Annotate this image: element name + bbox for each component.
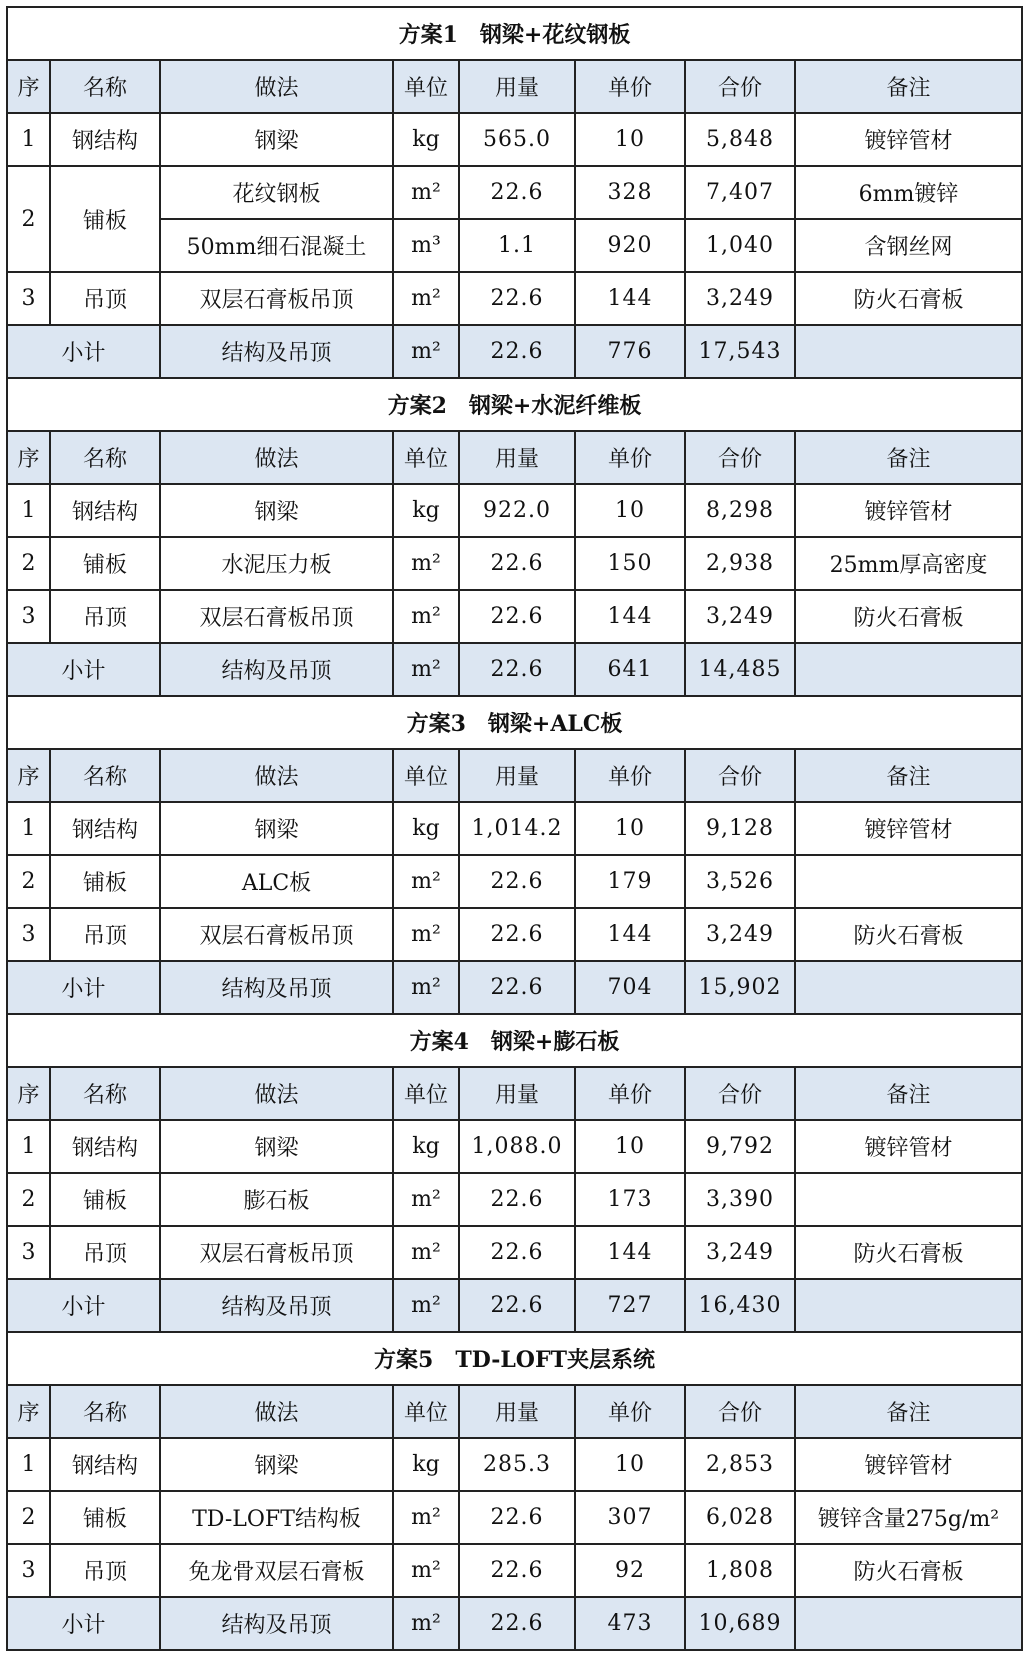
column-header-unit: 单位 <box>393 431 459 484</box>
table-row <box>7 1226 1022 1279</box>
cell-qty: 22.6 <box>459 1544 575 1597</box>
cell-method: 膨石板 <box>160 1173 393 1226</box>
cell-seq: 1 <box>7 113 50 166</box>
cell-seq: 2 <box>7 537 50 590</box>
subtotal-row <box>7 325 1022 378</box>
cell-price: 173 <box>575 1173 685 1226</box>
column-header-total: 合价 <box>685 1385 795 1438</box>
cell-unit: m² <box>393 1173 459 1226</box>
cell-note: 防火石膏板 <box>795 1544 1022 1597</box>
subtotal-total: 16,430 <box>685 1279 795 1332</box>
subtotal-unit: m² <box>393 961 459 1014</box>
cell-qty: 1,014.2 <box>459 802 575 855</box>
cell-note: 镀锌管材 <box>795 1120 1022 1173</box>
cell-method: 双层石膏板吊顶 <box>160 272 393 325</box>
cell-note: 防火石膏板 <box>795 272 1022 325</box>
column-header-seq: 序 <box>7 60 50 113</box>
cell-price: 10 <box>575 1438 685 1491</box>
cell-unit: m² <box>393 166 459 219</box>
cell-unit: kg <box>393 1438 459 1491</box>
column-header-unit: 单位 <box>393 60 459 113</box>
cell-seq: 1 <box>7 802 50 855</box>
cell-qty: 22.6 <box>459 1491 575 1544</box>
table-row <box>7 855 1022 908</box>
cell-qty: 22.6 <box>459 855 575 908</box>
column-header-total: 合价 <box>685 431 795 484</box>
column-header-name: 名称 <box>50 1385 160 1438</box>
cell-qty: 22.6 <box>459 272 575 325</box>
cost-comparison-document <box>6 6 1021 1651</box>
cell-seq: 2 <box>7 166 50 272</box>
column-header-unit: 单位 <box>393 1385 459 1438</box>
cell-note: 镀锌管材 <box>795 1438 1022 1491</box>
cell-price: 307 <box>575 1491 685 1544</box>
column-header-seq: 序 <box>7 1067 50 1120</box>
cell-method: 50mm细石混凝土 <box>160 219 393 272</box>
cell-seq: 2 <box>7 1491 50 1544</box>
cell-qty: 1,088.0 <box>459 1120 575 1173</box>
cell-unit: m² <box>393 537 459 590</box>
cell-total: 1,808 <box>685 1544 795 1597</box>
cell-price: 144 <box>575 272 685 325</box>
cell-qty: 1.1 <box>459 219 575 272</box>
cell-total: 9,792 <box>685 1120 795 1173</box>
table-row <box>7 484 1022 537</box>
subtotal-label: 小计 <box>7 643 160 696</box>
cell-note: 镀锌管材 <box>795 802 1022 855</box>
cell-name: 吊顶 <box>50 908 160 961</box>
column-header-method: 做法 <box>160 749 393 802</box>
subtotal-note <box>795 643 1022 696</box>
table-row <box>7 272 1022 325</box>
cell-total: 8,298 <box>685 484 795 537</box>
column-header-seq: 序 <box>7 1385 50 1438</box>
cell-method: 水泥压力板 <box>160 537 393 590</box>
scheme-title: 方案2 钢梁+水泥纤维板 <box>7 378 1022 431</box>
cell-seq: 3 <box>7 1544 50 1597</box>
cell-total: 9,128 <box>685 802 795 855</box>
cell-unit: kg <box>393 484 459 537</box>
cell-price: 328 <box>575 166 685 219</box>
cell-unit: kg <box>393 802 459 855</box>
cell-total: 3,249 <box>685 1226 795 1279</box>
column-header-unit: 单位 <box>393 749 459 802</box>
subtotal-total: 10,689 <box>685 1597 795 1650</box>
table-row <box>7 802 1022 855</box>
cell-name: 铺板 <box>50 855 160 908</box>
cell-unit: m³ <box>393 219 459 272</box>
cell-method: 钢梁 <box>160 802 393 855</box>
cell-name: 吊顶 <box>50 1226 160 1279</box>
cell-method: ALC板 <box>160 855 393 908</box>
scheme-title-row <box>7 1332 1022 1385</box>
cell-qty: 22.6 <box>459 1226 575 1279</box>
cell-unit: kg <box>393 113 459 166</box>
scheme-title: 方案3 钢梁+ALC板 <box>7 696 1022 749</box>
cell-name: 钢结构 <box>50 484 160 537</box>
subtotal-unit: m² <box>393 1597 459 1650</box>
subtotal-label: 小计 <box>7 1279 160 1332</box>
scheme-title-row <box>7 378 1022 431</box>
column-header-method: 做法 <box>160 60 393 113</box>
cell-price: 179 <box>575 855 685 908</box>
cell-unit: m² <box>393 590 459 643</box>
column-header-total: 合价 <box>685 749 795 802</box>
column-header-qty: 用量 <box>459 749 575 802</box>
cell-total: 7,407 <box>685 166 795 219</box>
cell-note: 含钢丝网 <box>795 219 1022 272</box>
table-row <box>7 113 1022 166</box>
cell-seq: 2 <box>7 1173 50 1226</box>
cell-name: 钢结构 <box>50 113 160 166</box>
column-header-price: 单价 <box>575 431 685 484</box>
column-header-qty: 用量 <box>459 431 575 484</box>
subtotal-price: 704 <box>575 961 685 1014</box>
cell-price: 144 <box>575 590 685 643</box>
subtotal-qty: 22.6 <box>459 325 575 378</box>
subtotal-total: 14,485 <box>685 643 795 696</box>
cell-note: 镀锌管材 <box>795 484 1022 537</box>
subtotal-label: 小计 <box>7 1597 160 1650</box>
cell-name: 铺板 <box>50 1491 160 1544</box>
subtotal-total: 17,543 <box>685 325 795 378</box>
cell-method: 钢梁 <box>160 113 393 166</box>
cell-name: 吊顶 <box>50 1544 160 1597</box>
cell-qty: 22.6 <box>459 537 575 590</box>
cell-price: 10 <box>575 113 685 166</box>
cell-note: 防火石膏板 <box>795 590 1022 643</box>
column-header-name: 名称 <box>50 1067 160 1120</box>
table-row <box>7 1120 1022 1173</box>
table-row <box>7 908 1022 961</box>
table-row <box>7 590 1022 643</box>
column-header-qty: 用量 <box>459 1385 575 1438</box>
subtotal-label: 小计 <box>7 325 160 378</box>
subtotal-method: 结构及吊顶 <box>160 643 393 696</box>
cell-seq: 1 <box>7 1120 50 1173</box>
column-header-note: 备注 <box>795 1067 1022 1120</box>
column-header-method: 做法 <box>160 1067 393 1120</box>
column-header-note: 备注 <box>795 1385 1022 1438</box>
cell-total: 2,938 <box>685 537 795 590</box>
scheme-title-row <box>7 7 1022 60</box>
cell-name: 铺板 <box>50 1173 160 1226</box>
table-row <box>7 1438 1022 1491</box>
cell-total: 3,526 <box>685 855 795 908</box>
column-header-price: 单价 <box>575 1385 685 1438</box>
subtotal-note <box>795 961 1022 1014</box>
cell-price: 10 <box>575 1120 685 1173</box>
subtotal-note <box>795 1597 1022 1650</box>
column-header-row <box>7 1067 1022 1120</box>
cell-price: 10 <box>575 484 685 537</box>
cell-total: 5,848 <box>685 113 795 166</box>
cell-seq: 3 <box>7 1226 50 1279</box>
column-header-qty: 用量 <box>459 1067 575 1120</box>
scheme-title: 方案1 钢梁+花纹钢板 <box>7 7 1022 60</box>
column-header-note: 备注 <box>795 431 1022 484</box>
cell-price: 144 <box>575 1226 685 1279</box>
cell-seq: 3 <box>7 590 50 643</box>
column-header-method: 做法 <box>160 1385 393 1438</box>
column-header-price: 单价 <box>575 60 685 113</box>
column-header-note: 备注 <box>795 749 1022 802</box>
cell-qty: 22.6 <box>459 1173 575 1226</box>
column-header-method: 做法 <box>160 431 393 484</box>
subtotal-method: 结构及吊顶 <box>160 961 393 1014</box>
subtotal-method: 结构及吊顶 <box>160 1279 393 1332</box>
subtotal-row <box>7 961 1022 1014</box>
cell-method: 钢梁 <box>160 484 393 537</box>
table-row <box>7 537 1022 590</box>
column-header-name: 名称 <box>50 749 160 802</box>
cell-note: 25mm厚高密度 <box>795 537 1022 590</box>
cell-price: 150 <box>575 537 685 590</box>
subtotal-price: 776 <box>575 325 685 378</box>
subtotal-label: 小计 <box>7 961 160 1014</box>
cell-total: 3,249 <box>685 908 795 961</box>
cell-unit: m² <box>393 855 459 908</box>
column-header-price: 单价 <box>575 749 685 802</box>
subtotal-row <box>7 1597 1022 1650</box>
column-header-price: 单价 <box>575 1067 685 1120</box>
cell-total: 3,249 <box>685 272 795 325</box>
column-header-total: 合价 <box>685 60 795 113</box>
cell-note: 防火石膏板 <box>795 908 1022 961</box>
column-header-row <box>7 60 1022 113</box>
cell-unit: m² <box>393 1491 459 1544</box>
column-header-unit: 单位 <box>393 1067 459 1120</box>
column-header-seq: 序 <box>7 431 50 484</box>
cell-qty: 22.6 <box>459 166 575 219</box>
cell-seq: 3 <box>7 272 50 325</box>
cell-total: 6,028 <box>685 1491 795 1544</box>
cell-seq: 1 <box>7 484 50 537</box>
cell-name: 吊顶 <box>50 590 160 643</box>
subtotal-unit: m² <box>393 325 459 378</box>
cell-price: 10 <box>575 802 685 855</box>
subtotal-unit: m² <box>393 643 459 696</box>
cell-method: 钢梁 <box>160 1120 393 1173</box>
subtotal-note <box>795 1279 1022 1332</box>
cell-note <box>795 855 1022 908</box>
cell-price: 144 <box>575 908 685 961</box>
subtotal-row <box>7 643 1022 696</box>
subtotal-row <box>7 1279 1022 1332</box>
cell-total: 3,390 <box>685 1173 795 1226</box>
cell-qty: 922.0 <box>459 484 575 537</box>
cell-total: 1,040 <box>685 219 795 272</box>
cell-name: 铺板 <box>50 537 160 590</box>
cell-price: 92 <box>575 1544 685 1597</box>
cell-total: 3,249 <box>685 590 795 643</box>
subtotal-qty: 22.6 <box>459 643 575 696</box>
subtotal-note <box>795 325 1022 378</box>
column-header-note: 备注 <box>795 60 1022 113</box>
cell-name: 钢结构 <box>50 802 160 855</box>
subtotal-price: 727 <box>575 1279 685 1332</box>
cell-note <box>795 1173 1022 1226</box>
cell-note: 6mm镀锌 <box>795 166 1022 219</box>
column-header-total: 合价 <box>685 1067 795 1120</box>
subtotal-method: 结构及吊顶 <box>160 325 393 378</box>
cell-method: 双层石膏板吊顶 <box>160 1226 393 1279</box>
column-header-row <box>7 749 1022 802</box>
cell-name: 铺板 <box>50 166 160 272</box>
subtotal-unit: m² <box>393 1279 459 1332</box>
table-row <box>7 219 1022 272</box>
cell-qty: 22.6 <box>459 908 575 961</box>
scheme-title-row <box>7 696 1022 749</box>
cost-comparison-table <box>6 6 1023 1651</box>
cell-seq: 2 <box>7 855 50 908</box>
cell-unit: kg <box>393 1120 459 1173</box>
cell-unit: m² <box>393 1226 459 1279</box>
subtotal-method: 结构及吊顶 <box>160 1597 393 1650</box>
cell-name: 钢结构 <box>50 1438 160 1491</box>
cell-method: TD-LOFT结构板 <box>160 1491 393 1544</box>
cell-unit: m² <box>393 272 459 325</box>
subtotal-total: 15,902 <box>685 961 795 1014</box>
cell-name: 吊顶 <box>50 272 160 325</box>
cell-price: 920 <box>575 219 685 272</box>
cell-note: 镀锌含量275g/m² <box>795 1491 1022 1544</box>
cell-name: 钢结构 <box>50 1120 160 1173</box>
cell-method: 双层石膏板吊顶 <box>160 590 393 643</box>
column-header-name: 名称 <box>50 431 160 484</box>
scheme-title: 方案4 钢梁+膨石板 <box>7 1014 1022 1067</box>
cell-method: 花纹钢板 <box>160 166 393 219</box>
cell-unit: m² <box>393 908 459 961</box>
cell-qty: 565.0 <box>459 113 575 166</box>
cell-total: 2,853 <box>685 1438 795 1491</box>
cell-method: 免龙骨双层石膏板 <box>160 1544 393 1597</box>
column-header-row <box>7 1385 1022 1438</box>
column-header-name: 名称 <box>50 60 160 113</box>
cell-qty: 22.6 <box>459 590 575 643</box>
cell-note: 镀锌管材 <box>795 113 1022 166</box>
cell-method: 钢梁 <box>160 1438 393 1491</box>
column-header-row <box>7 431 1022 484</box>
table-row <box>7 1544 1022 1597</box>
cell-method: 双层石膏板吊顶 <box>160 908 393 961</box>
subtotal-price: 641 <box>575 643 685 696</box>
subtotal-price: 473 <box>575 1597 685 1650</box>
column-header-qty: 用量 <box>459 60 575 113</box>
table-row <box>7 166 1022 219</box>
table-row <box>7 1173 1022 1226</box>
subtotal-qty: 22.6 <box>459 961 575 1014</box>
cell-note: 防火石膏板 <box>795 1226 1022 1279</box>
subtotal-qty: 22.6 <box>459 1279 575 1332</box>
cell-unit: m² <box>393 1544 459 1597</box>
table-row <box>7 1491 1022 1544</box>
subtotal-qty: 22.6 <box>459 1597 575 1650</box>
scheme-title-row <box>7 1014 1022 1067</box>
cell-seq: 1 <box>7 1438 50 1491</box>
cell-seq: 3 <box>7 908 50 961</box>
column-header-seq: 序 <box>7 749 50 802</box>
scheme-title: 方案5 TD-LOFT夹层系统 <box>7 1332 1022 1385</box>
cell-qty: 285.3 <box>459 1438 575 1491</box>
